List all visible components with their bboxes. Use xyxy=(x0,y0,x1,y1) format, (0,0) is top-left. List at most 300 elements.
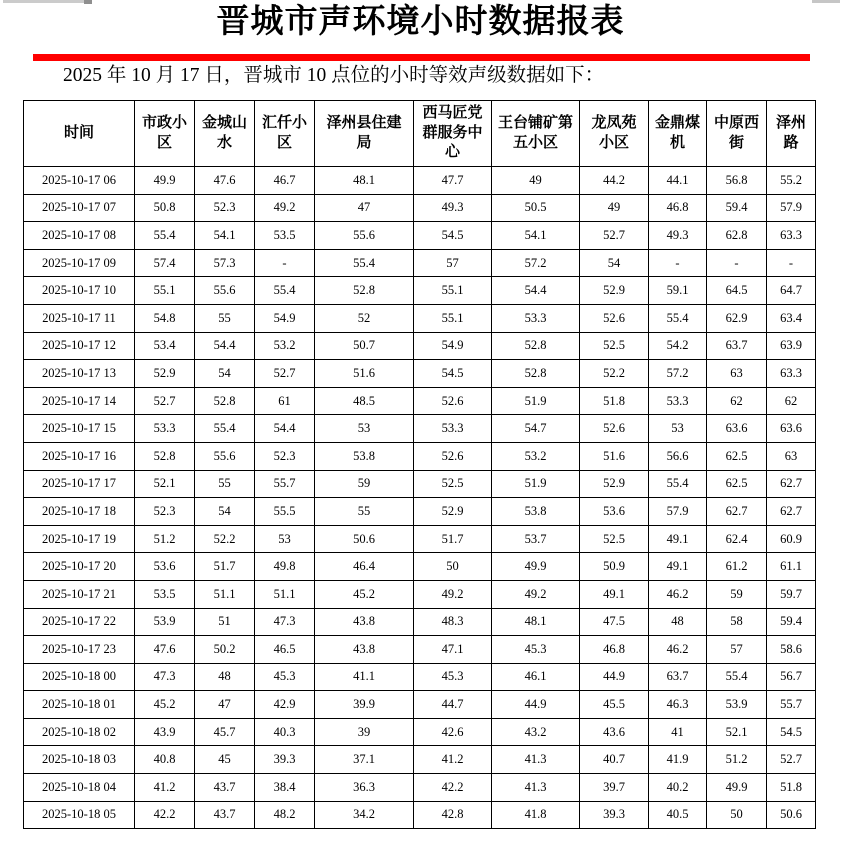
value-cell: 41.2 xyxy=(414,746,492,774)
value-cell: 45.3 xyxy=(492,636,580,664)
value-cell: 51.8 xyxy=(767,774,816,802)
value-cell: 51 xyxy=(195,608,255,636)
table-row xyxy=(24,801,816,829)
value-cell: 49.1 xyxy=(649,525,707,553)
value-cell: 44.9 xyxy=(580,663,649,691)
value-cell: 44.7 xyxy=(414,691,492,719)
time-cell: 2025-10-17 18 xyxy=(24,498,135,526)
value-cell: 37.1 xyxy=(315,746,414,774)
value-cell: 54 xyxy=(195,360,255,388)
value-cell: 63.9 xyxy=(767,332,816,360)
value-cell: 52.8 xyxy=(135,442,195,470)
value-cell: 56.6 xyxy=(649,442,707,470)
value-cell: 53.5 xyxy=(135,580,195,608)
value-cell: 53.2 xyxy=(492,442,580,470)
value-cell: 46.1 xyxy=(492,663,580,691)
value-cell: 55.6 xyxy=(195,277,255,305)
time-cell: 2025-10-17 09 xyxy=(24,249,135,277)
value-cell: 49.9 xyxy=(707,774,767,802)
value-cell: 49.9 xyxy=(135,167,195,195)
value-cell: 50.7 xyxy=(315,332,414,360)
column-header-8: 金鼎煤机 xyxy=(649,101,707,167)
value-cell: 53.9 xyxy=(707,691,767,719)
value-cell: 39.7 xyxy=(580,774,649,802)
table-row xyxy=(24,498,816,526)
value-cell: 63 xyxy=(767,442,816,470)
value-cell: 59.4 xyxy=(707,194,767,222)
value-cell: 52.1 xyxy=(135,470,195,498)
value-cell: 63.7 xyxy=(707,332,767,360)
value-cell: 56.7 xyxy=(767,663,816,691)
table-row xyxy=(24,360,816,388)
table-row xyxy=(24,332,816,360)
value-cell: 57.2 xyxy=(649,360,707,388)
value-cell: 54.1 xyxy=(195,222,255,250)
value-cell: 48 xyxy=(649,608,707,636)
value-cell: 53.3 xyxy=(135,415,195,443)
time-cell: 2025-10-17 14 xyxy=(24,387,135,415)
value-cell: - xyxy=(255,249,315,277)
table-row xyxy=(24,746,816,774)
value-cell: 49.1 xyxy=(580,580,649,608)
value-cell: 54.9 xyxy=(414,332,492,360)
table-row xyxy=(24,442,816,470)
value-cell: 44.9 xyxy=(492,691,580,719)
table-row xyxy=(24,249,816,277)
table-body xyxy=(24,167,816,829)
table-row xyxy=(24,194,816,222)
column-header-6: 王台铺矿第五小区 xyxy=(492,101,580,167)
value-cell: 40.7 xyxy=(580,746,649,774)
table-row xyxy=(24,525,816,553)
value-cell: 51.9 xyxy=(492,470,580,498)
value-cell: 51.7 xyxy=(195,553,255,581)
value-cell: 52.9 xyxy=(414,498,492,526)
value-cell: 62.5 xyxy=(707,470,767,498)
value-cell: 55.7 xyxy=(255,470,315,498)
value-cell: 41.9 xyxy=(649,746,707,774)
table-header xyxy=(24,101,816,167)
value-cell: 56.8 xyxy=(707,167,767,195)
value-cell: 48 xyxy=(195,663,255,691)
value-cell: 46.8 xyxy=(580,636,649,664)
value-cell: 55.4 xyxy=(135,222,195,250)
table-row xyxy=(24,222,816,250)
value-cell: 54.2 xyxy=(649,332,707,360)
value-cell: 46.8 xyxy=(649,194,707,222)
value-cell: 61.1 xyxy=(767,553,816,581)
value-cell: 57 xyxy=(707,636,767,664)
value-cell: 62.8 xyxy=(707,222,767,250)
table-row xyxy=(24,691,816,719)
value-cell: 52.8 xyxy=(315,277,414,305)
value-cell: 40.8 xyxy=(135,746,195,774)
value-cell: 53.6 xyxy=(135,553,195,581)
report-subtitle: 2025 年 10 月 17 日，晋城市 10 点位的小时等效声级数据如下： xyxy=(63,65,605,86)
value-cell: 59.7 xyxy=(767,580,816,608)
value-cell: 54.5 xyxy=(414,360,492,388)
value-cell: 48.1 xyxy=(315,167,414,195)
value-cell: 44.2 xyxy=(580,167,649,195)
time-cell: 2025-10-18 01 xyxy=(24,691,135,719)
value-cell: 47.6 xyxy=(135,636,195,664)
value-cell: 49.3 xyxy=(649,222,707,250)
table-row xyxy=(24,277,816,305)
page-title: 晋城市声环境小时数据报表 xyxy=(216,4,625,40)
value-cell: 53.8 xyxy=(492,498,580,526)
value-cell: 47.5 xyxy=(580,608,649,636)
value-cell: 51.1 xyxy=(195,580,255,608)
sound-data-table xyxy=(23,100,816,829)
value-cell: 48.1 xyxy=(492,608,580,636)
value-cell: 40.2 xyxy=(649,774,707,802)
value-cell: 62.5 xyxy=(707,442,767,470)
value-cell: 49.3 xyxy=(414,194,492,222)
table-row xyxy=(24,553,816,581)
value-cell: 47.6 xyxy=(195,167,255,195)
table-row xyxy=(24,718,816,746)
value-cell: 47.1 xyxy=(414,636,492,664)
time-cell: 2025-10-18 04 xyxy=(24,774,135,802)
value-cell: 51.8 xyxy=(580,387,649,415)
value-cell: 47.3 xyxy=(135,663,195,691)
time-cell: 2025-10-17 20 xyxy=(24,553,135,581)
value-cell: 54.5 xyxy=(767,718,816,746)
value-cell: 62.7 xyxy=(767,498,816,526)
value-cell: 53 xyxy=(315,415,414,443)
value-cell: 52.1 xyxy=(707,718,767,746)
value-cell: 50 xyxy=(707,801,767,829)
value-cell: 51.6 xyxy=(580,442,649,470)
value-cell: 52.2 xyxy=(195,525,255,553)
value-cell: 55.6 xyxy=(195,442,255,470)
value-cell: 41.2 xyxy=(135,774,195,802)
column-header-4: 泽州县住建局 xyxy=(315,101,414,167)
value-cell: 54 xyxy=(195,498,255,526)
value-cell: 55.4 xyxy=(255,277,315,305)
value-cell: 63.3 xyxy=(767,360,816,388)
value-cell: 54.4 xyxy=(492,277,580,305)
value-cell: 42.8 xyxy=(414,801,492,829)
value-cell: 52.3 xyxy=(195,194,255,222)
value-cell: 52.6 xyxy=(414,387,492,415)
value-cell: 55.4 xyxy=(195,415,255,443)
value-cell: 48.3 xyxy=(414,608,492,636)
value-cell: 52.8 xyxy=(492,332,580,360)
value-cell: 53.3 xyxy=(492,304,580,332)
value-cell: 59.4 xyxy=(767,608,816,636)
time-cell: 2025-10-17 06 xyxy=(24,167,135,195)
value-cell: 49 xyxy=(580,194,649,222)
time-cell: 2025-10-17 16 xyxy=(24,442,135,470)
value-cell: 53 xyxy=(649,415,707,443)
value-cell: 47.3 xyxy=(255,608,315,636)
value-cell: - xyxy=(649,249,707,277)
value-cell: 52.7 xyxy=(580,222,649,250)
value-cell: 64.5 xyxy=(707,277,767,305)
value-cell: 53.3 xyxy=(649,387,707,415)
column-header-0: 时间 xyxy=(24,101,135,167)
value-cell: 49.2 xyxy=(255,194,315,222)
value-cell: 43.7 xyxy=(195,774,255,802)
value-cell: 57.9 xyxy=(767,194,816,222)
value-cell: 50.8 xyxy=(135,194,195,222)
value-cell: 52.7 xyxy=(255,360,315,388)
table-row xyxy=(24,774,816,802)
value-cell: 52 xyxy=(315,304,414,332)
value-cell: 51.9 xyxy=(492,387,580,415)
time-cell: 2025-10-17 07 xyxy=(24,194,135,222)
value-cell: 63.4 xyxy=(767,304,816,332)
value-cell: 62.9 xyxy=(707,304,767,332)
value-cell: 51.1 xyxy=(255,580,315,608)
value-cell: 39.3 xyxy=(255,746,315,774)
value-cell: 43.6 xyxy=(580,718,649,746)
value-cell: 53.4 xyxy=(135,332,195,360)
value-cell: 63.3 xyxy=(767,222,816,250)
time-cell: 2025-10-17 21 xyxy=(24,580,135,608)
time-cell: 2025-10-17 13 xyxy=(24,360,135,388)
time-cell: 2025-10-17 17 xyxy=(24,470,135,498)
value-cell: 53.9 xyxy=(135,608,195,636)
red-divider-bar xyxy=(33,54,810,61)
value-cell: 62 xyxy=(707,387,767,415)
value-cell: 57 xyxy=(414,249,492,277)
value-cell: 54.1 xyxy=(492,222,580,250)
value-cell: 43.2 xyxy=(492,718,580,746)
value-cell: 52.3 xyxy=(135,498,195,526)
value-cell: 43.9 xyxy=(135,718,195,746)
value-cell: - xyxy=(767,249,816,277)
value-cell: 39 xyxy=(315,718,414,746)
value-cell: 45.2 xyxy=(315,580,414,608)
value-cell: 41.8 xyxy=(492,801,580,829)
value-cell: 54.9 xyxy=(255,304,315,332)
value-cell: 52.8 xyxy=(492,360,580,388)
value-cell: 57.3 xyxy=(195,249,255,277)
value-cell: 55 xyxy=(195,470,255,498)
value-cell: 58.6 xyxy=(767,636,816,664)
time-cell: 2025-10-17 23 xyxy=(24,636,135,664)
column-header-10: 泽州路 xyxy=(767,101,816,167)
value-cell: 55.5 xyxy=(255,498,315,526)
value-cell: 50.5 xyxy=(492,194,580,222)
value-cell: 52.9 xyxy=(580,277,649,305)
table-row xyxy=(24,470,816,498)
column-header-5: 西马匠党群服务中心 xyxy=(414,101,492,167)
value-cell: 46.3 xyxy=(649,691,707,719)
value-cell: 49.2 xyxy=(414,580,492,608)
value-cell: 51.6 xyxy=(315,360,414,388)
value-cell: 46.5 xyxy=(255,636,315,664)
value-cell: 62.7 xyxy=(707,498,767,526)
value-cell: 41.1 xyxy=(315,663,414,691)
value-cell: 55.1 xyxy=(414,304,492,332)
value-cell: 53.3 xyxy=(414,415,492,443)
column-header-9: 中原西街 xyxy=(707,101,767,167)
column-header-1: 市政小区 xyxy=(135,101,195,167)
value-cell: 45.3 xyxy=(414,663,492,691)
table-row xyxy=(24,387,816,415)
value-cell: 63.6 xyxy=(707,415,767,443)
column-header-7: 龙凤苑小区 xyxy=(580,101,649,167)
table-row xyxy=(24,304,816,332)
value-cell: 46.4 xyxy=(315,553,414,581)
value-cell: 52.9 xyxy=(135,360,195,388)
value-cell: 54.5 xyxy=(414,222,492,250)
value-cell: 50.2 xyxy=(195,636,255,664)
value-cell: 59 xyxy=(707,580,767,608)
value-cell: 39.3 xyxy=(580,801,649,829)
value-cell: 55.4 xyxy=(315,249,414,277)
value-cell: 45.2 xyxy=(135,691,195,719)
value-cell: 52.5 xyxy=(580,525,649,553)
value-cell: 52.3 xyxy=(255,442,315,470)
table-row xyxy=(24,415,816,443)
value-cell: 55.6 xyxy=(315,222,414,250)
value-cell: 40.3 xyxy=(255,718,315,746)
table-row xyxy=(24,663,816,691)
value-cell: 45.7 xyxy=(195,718,255,746)
value-cell: 61.2 xyxy=(707,553,767,581)
value-cell: 52.9 xyxy=(580,470,649,498)
value-cell: 62.7 xyxy=(767,470,816,498)
value-cell: 42.9 xyxy=(255,691,315,719)
value-cell: 52.8 xyxy=(195,387,255,415)
time-cell: 2025-10-18 03 xyxy=(24,746,135,774)
time-cell: 2025-10-17 15 xyxy=(24,415,135,443)
value-cell: 55.1 xyxy=(414,277,492,305)
value-cell: 45.3 xyxy=(255,663,315,691)
value-cell: 50.6 xyxy=(315,525,414,553)
value-cell: 55 xyxy=(195,304,255,332)
value-cell: 34.2 xyxy=(315,801,414,829)
value-cell: 62.4 xyxy=(707,525,767,553)
value-cell: 55.1 xyxy=(135,277,195,305)
value-cell: 57.2 xyxy=(492,249,580,277)
value-cell: 52.5 xyxy=(414,470,492,498)
value-cell: 50.6 xyxy=(767,801,816,829)
value-cell: 42.2 xyxy=(414,774,492,802)
value-cell: 60.9 xyxy=(767,525,816,553)
value-cell: 41.3 xyxy=(492,774,580,802)
value-cell: 62 xyxy=(767,387,816,415)
value-cell: 52.7 xyxy=(767,746,816,774)
value-cell: 42.2 xyxy=(135,801,195,829)
value-cell: 49.9 xyxy=(492,553,580,581)
time-cell: 2025-10-18 05 xyxy=(24,801,135,829)
value-cell: 54 xyxy=(580,249,649,277)
value-cell: 46.2 xyxy=(649,636,707,664)
value-cell: 40.5 xyxy=(649,801,707,829)
value-cell: 53.6 xyxy=(580,498,649,526)
value-cell: 49.8 xyxy=(255,553,315,581)
value-cell: 55 xyxy=(315,498,414,526)
value-cell: 63.7 xyxy=(649,663,707,691)
value-cell: 45 xyxy=(195,746,255,774)
time-cell: 2025-10-17 22 xyxy=(24,608,135,636)
value-cell: 57.9 xyxy=(649,498,707,526)
value-cell: 43.8 xyxy=(315,636,414,664)
time-cell: 2025-10-17 12 xyxy=(24,332,135,360)
value-cell: 42.6 xyxy=(414,718,492,746)
value-cell: 53.5 xyxy=(255,222,315,250)
value-cell: 53.7 xyxy=(492,525,580,553)
value-cell: 55.4 xyxy=(649,304,707,332)
table-row xyxy=(24,167,816,195)
value-cell: 63 xyxy=(707,360,767,388)
time-cell: 2025-10-17 10 xyxy=(24,277,135,305)
time-cell: 2025-10-18 02 xyxy=(24,718,135,746)
value-cell: 57.4 xyxy=(135,249,195,277)
value-cell: 47 xyxy=(315,194,414,222)
value-cell: 54.8 xyxy=(135,304,195,332)
value-cell: 36.3 xyxy=(315,774,414,802)
value-cell: 55.4 xyxy=(707,663,767,691)
value-cell: 52.7 xyxy=(135,387,195,415)
time-cell: 2025-10-17 08 xyxy=(24,222,135,250)
value-cell: 51.2 xyxy=(135,525,195,553)
value-cell: 51.7 xyxy=(414,525,492,553)
value-cell: 47 xyxy=(195,691,255,719)
value-cell: 38.4 xyxy=(255,774,315,802)
value-cell: 45.5 xyxy=(580,691,649,719)
column-header-2: 金城山水 xyxy=(195,101,255,167)
value-cell: 43.7 xyxy=(195,801,255,829)
value-cell: 44.1 xyxy=(649,167,707,195)
value-cell: 52.5 xyxy=(580,332,649,360)
value-cell: 63.6 xyxy=(767,415,816,443)
time-cell: 2025-10-17 11 xyxy=(24,304,135,332)
value-cell: 55.7 xyxy=(767,691,816,719)
value-cell: 52.2 xyxy=(580,360,649,388)
time-cell: 2025-10-17 19 xyxy=(24,525,135,553)
value-cell: 59.1 xyxy=(649,277,707,305)
header-row xyxy=(24,101,816,167)
value-cell: 39.9 xyxy=(315,691,414,719)
value-cell: 52.6 xyxy=(580,415,649,443)
value-cell: 49 xyxy=(492,167,580,195)
value-cell: 46.7 xyxy=(255,167,315,195)
column-header-3: 汇仟小区 xyxy=(255,101,315,167)
time-cell: 2025-10-18 00 xyxy=(24,663,135,691)
value-cell: 48.2 xyxy=(255,801,315,829)
value-cell: 48.5 xyxy=(315,387,414,415)
value-cell: 41 xyxy=(649,718,707,746)
value-cell: 55.2 xyxy=(767,167,816,195)
value-cell: 53.2 xyxy=(255,332,315,360)
table-row xyxy=(24,608,816,636)
value-cell: 49.1 xyxy=(649,553,707,581)
value-cell: 53 xyxy=(255,525,315,553)
value-cell: 49.2 xyxy=(492,580,580,608)
value-cell: 54.4 xyxy=(255,415,315,443)
value-cell: 59 xyxy=(315,470,414,498)
value-cell: 52.6 xyxy=(414,442,492,470)
value-cell: 51.2 xyxy=(707,746,767,774)
value-cell: 50 xyxy=(414,553,492,581)
table-row xyxy=(24,636,816,664)
value-cell: 41.3 xyxy=(492,746,580,774)
value-cell: 53.8 xyxy=(315,442,414,470)
value-cell: - xyxy=(707,249,767,277)
value-cell: 43.8 xyxy=(315,608,414,636)
table-row xyxy=(24,580,816,608)
value-cell: 50.9 xyxy=(580,553,649,581)
value-cell: 58 xyxy=(707,608,767,636)
value-cell: 47.7 xyxy=(414,167,492,195)
value-cell: 52.6 xyxy=(580,304,649,332)
